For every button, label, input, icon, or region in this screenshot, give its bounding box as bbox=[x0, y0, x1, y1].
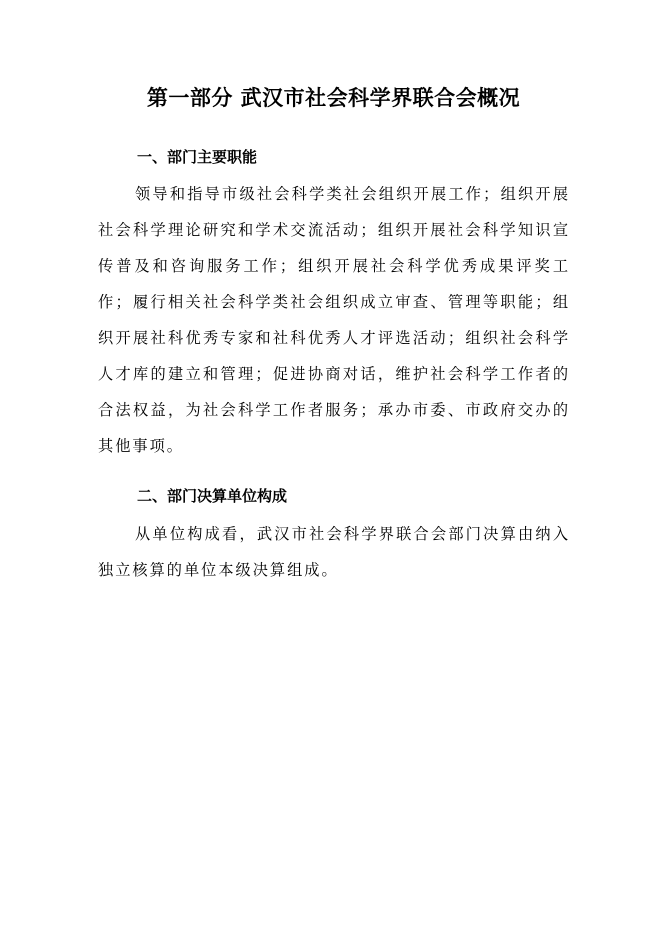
section-heading-functions: 一、部门主要职能 bbox=[137, 148, 258, 166]
section-paragraph-functions: 领导和指导市级社会科学类社会组织开展工作；组织开展社会科学理论研究和学术交流活动；组织开展社会科学知识宣传普及和咨询服务工作；组织开展社会科学优秀成果评奖工作；履行相关社会科学类社会组织成立审查、管理等职能；组织开展社科优秀专家和社科优秀人才评选活动；组织社会科学人才库的建立和管理；促进协商对话，维护社会科学工作者的合法权益，为社会科学工作者服务；承办市委、市政府交办的其他事项。 bbox=[98, 185, 570, 455]
section-heading-units: 二、部门决算单位构成 bbox=[137, 487, 288, 505]
section-paragraph-units: 从单位构成看，武汉市社会科学界联合会部门决算由纳入独立核算的单位本级决算组成。 bbox=[98, 525, 570, 579]
page-title: 第一部分 武汉市社会科学界联合会概况 bbox=[146, 86, 521, 110]
